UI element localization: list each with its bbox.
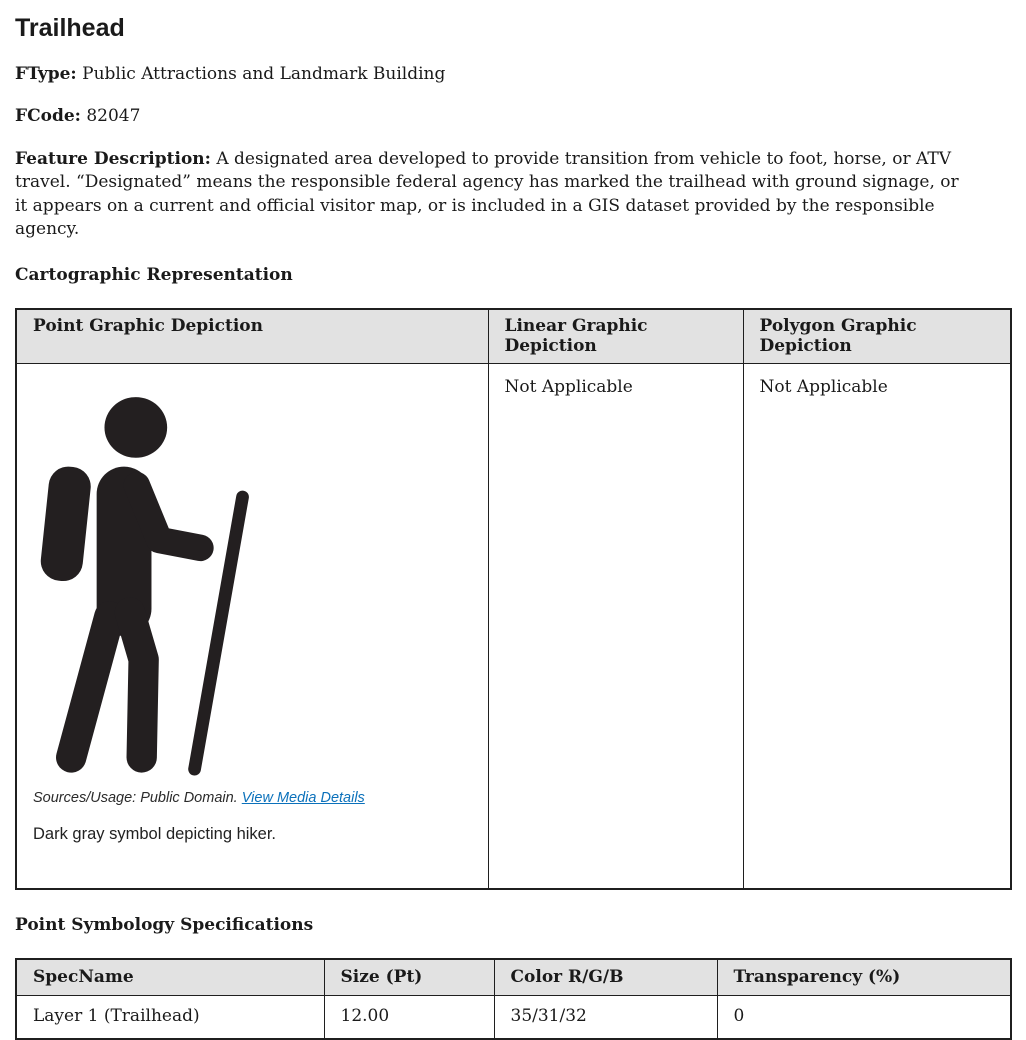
polygon-graphic-cell: Not Applicable [743,363,1011,889]
ftype-row [15,64,1011,84]
point-symbology-heading: Point Symbology Specifications [15,915,314,936]
color-rgb-cell: 35/31/32 [494,995,717,1039]
col-header-transparency: Transparency (%) [717,959,1011,995]
col-header-size-pt: Size (Pt) [324,959,494,995]
symbology-row-layer1 [16,995,1011,1039]
col-header-color-rgb: Color R/G/B [494,959,717,995]
sources-usage-text: Sources/Usage: Public Domain. [33,789,238,806]
fcode-label: FCode: [15,106,81,126]
ftype-value: Public Attractions and Landmark Building [82,64,446,84]
size-pt-cell: 12.00 [324,995,494,1039]
sources-usage-line [33,790,472,806]
point-symbol-caption: Dark gray symbol depicting hiker. [33,824,277,843]
feature-description [15,148,971,242]
ftype-label: FType: [15,64,77,84]
fcode-value: 82047 [86,106,141,126]
point-symbology-table [15,958,1012,1040]
view-media-details-link[interactable]: View Media Details [241,789,365,806]
linear-graphic-cell: Not Applicable [488,363,743,889]
point-symbol-figure [33,393,273,785]
cartographic-depiction-table [15,308,1012,891]
col-header-linear-graphic: Linear Graphic Depiction [488,309,743,364]
col-header-specname: SpecName [16,959,324,995]
specname-cell: Layer 1 (Trailhead) [16,995,324,1039]
col-header-polygon-graphic: Polygon Graphic Depiction [743,309,1011,364]
feature-description-text: A designated area developed to provide transition from vehicle to foot, horse, or ATV travel. “Designated” means the responsible federal agency has marked the trailhead with ground signage, or it appears on a current and official visitor map, or is included in a GIS dataset provided by the responsible agency. [15,149,959,240]
transparency-cell: 0 [717,995,1011,1039]
depiction-body-row [16,363,1011,889]
col-header-point-graphic: Point Graphic Depiction [16,309,488,364]
page-title: Trailhead [15,14,125,42]
feature-description-label: Feature Description: [15,149,211,169]
symbology-header-row [16,959,1011,995]
cartographic-representation-heading: Cartographic Representation [15,264,293,285]
depiction-header-row [16,309,1011,364]
hiker-icon [33,393,268,785]
fcode-row [15,106,1011,126]
point-graphic-cell [16,363,488,889]
